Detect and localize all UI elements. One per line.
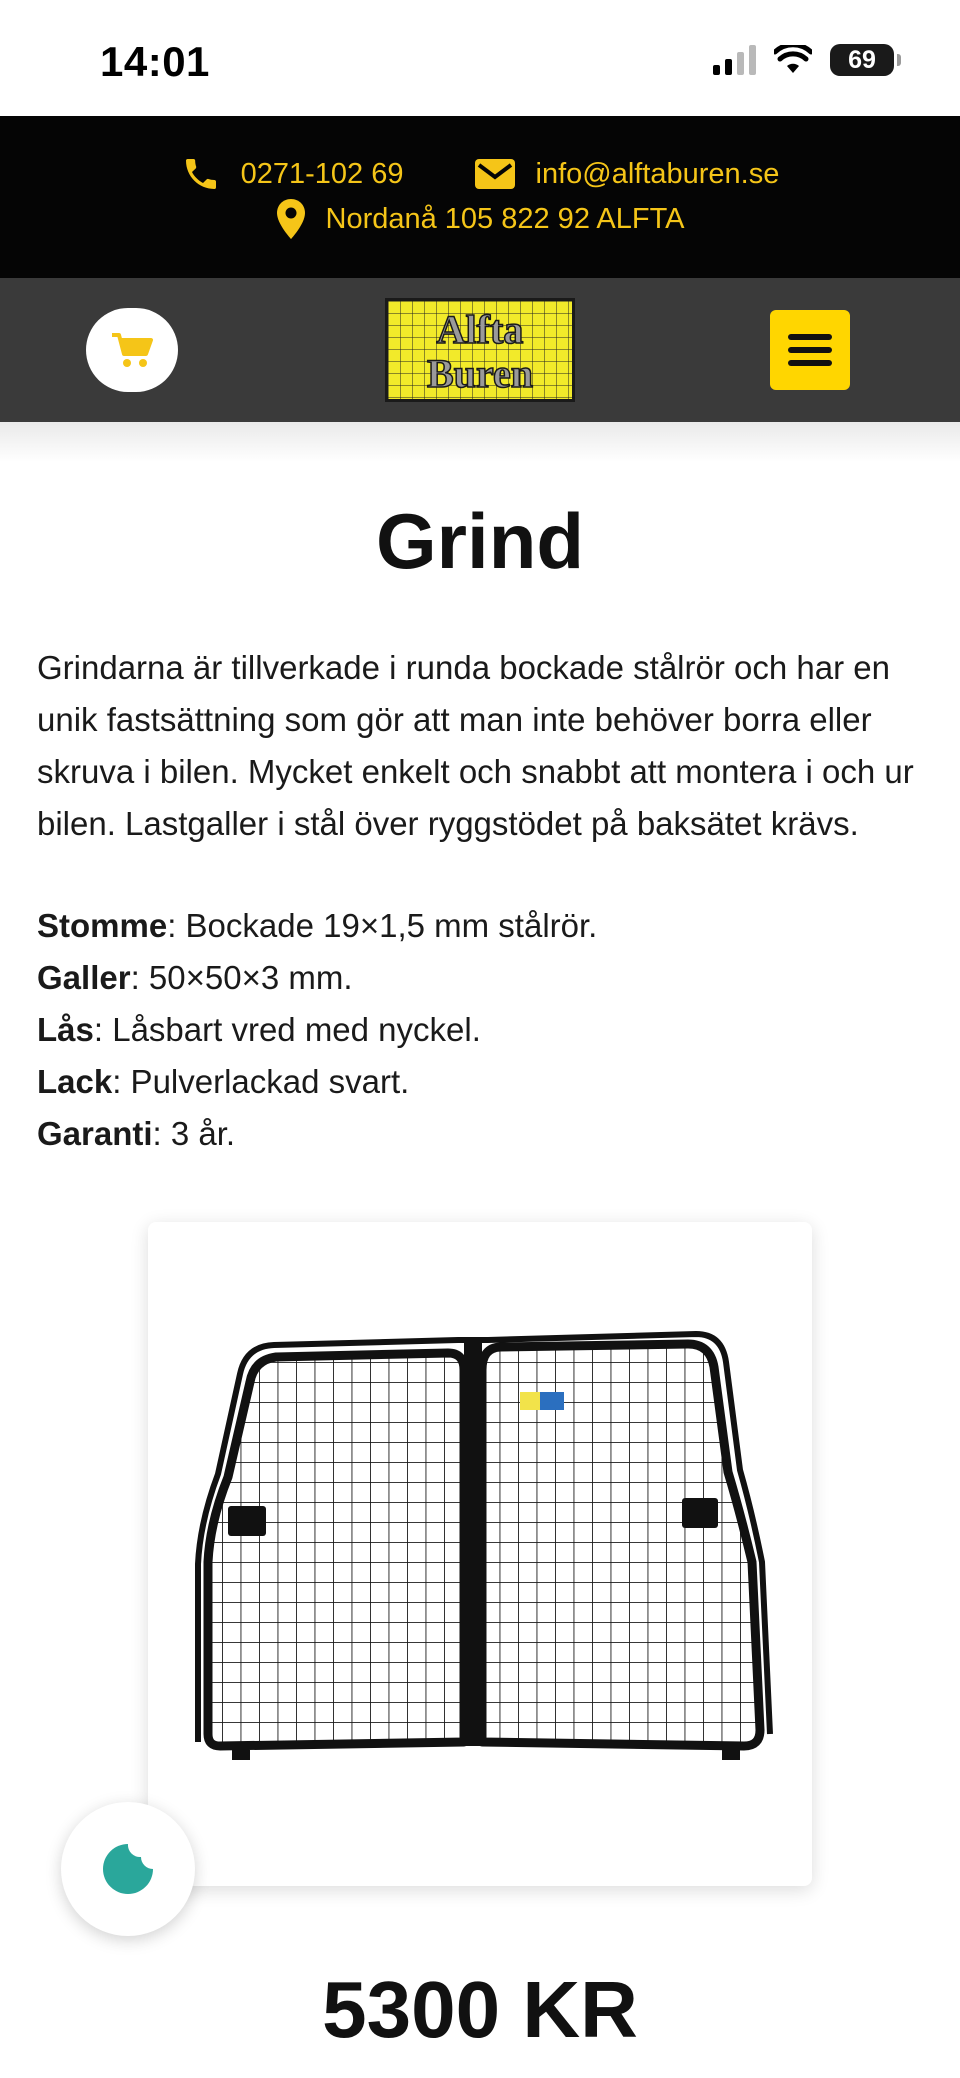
status-time: 14:01 xyxy=(100,38,210,85)
phone-link[interactable] xyxy=(181,154,404,194)
phone-number: 0271-102 69 xyxy=(240,157,404,190)
product-description: Grindarna är tillverkade i runda bockade stålrör och har en unik fastsättning som gör att man inte behöver borra eller skruva i bilen. Mycket enkelt och snabbt att montera i och ur bilen. Lastgaller i stål över ryggstödet på baksätet krävs. xyxy=(37,649,914,842)
spec-item xyxy=(37,952,927,1004)
contact-row-address xyxy=(0,198,960,240)
logo-line-1: Alfta xyxy=(436,307,524,352)
spec-item xyxy=(37,900,927,952)
cookie-settings-button[interactable] xyxy=(61,1802,195,1936)
status-icons xyxy=(713,44,894,76)
product-image-card[interactable] xyxy=(148,1222,812,1886)
mail-icon xyxy=(474,158,516,190)
spec-item xyxy=(37,1056,927,1108)
cookie-icon xyxy=(101,1842,155,1896)
cellular-signal-icon xyxy=(713,45,756,75)
contact-bar xyxy=(0,116,960,278)
site-logo[interactable] xyxy=(385,298,575,402)
spec-value: : 50×50×3 mm. xyxy=(130,959,353,996)
menu-icon xyxy=(788,334,832,340)
product-price: 5300 KR xyxy=(322,1965,638,2054)
spec-value: : Låsbart vred med nyckel. xyxy=(93,1011,481,1048)
menu-button[interactable] xyxy=(770,310,850,390)
status-bar xyxy=(0,0,960,116)
email-link[interactable] xyxy=(474,158,780,191)
spec-label: Galler xyxy=(37,959,131,996)
spec-value: : 3 år. xyxy=(152,1115,236,1152)
location-pin-icon xyxy=(276,198,306,240)
spec-value: : Bockade 19×1,5 mm stålrör. xyxy=(167,907,598,944)
spec-label: Lack xyxy=(37,1063,113,1100)
cart-button[interactable] xyxy=(86,308,178,392)
battery-icon xyxy=(830,44,894,76)
spec-item xyxy=(37,1004,927,1056)
nav-shadow xyxy=(0,422,960,462)
spec-item xyxy=(37,1108,927,1160)
logo-line-2: Buren xyxy=(427,351,533,396)
cart-icon xyxy=(110,330,154,370)
contact-row-primary xyxy=(0,154,960,194)
wifi-icon xyxy=(774,45,812,75)
nav-bar xyxy=(0,278,960,422)
spec-value: : Pulverlackad svart. xyxy=(112,1063,410,1100)
battery-level: 69 xyxy=(848,45,876,74)
address-text: Nordanå 105 822 92 ALFTA xyxy=(325,202,685,235)
address-link[interactable] xyxy=(276,198,685,240)
spec-label: Lås xyxy=(37,1011,94,1048)
page-title: Grind xyxy=(376,497,584,585)
email-address: info@alftaburen.se xyxy=(535,157,780,190)
spec-label: Garanti xyxy=(37,1115,153,1152)
phone-icon xyxy=(181,154,221,194)
product-image xyxy=(148,1222,812,1886)
spec-label: Stomme xyxy=(37,907,168,944)
spec-list xyxy=(37,900,927,1160)
